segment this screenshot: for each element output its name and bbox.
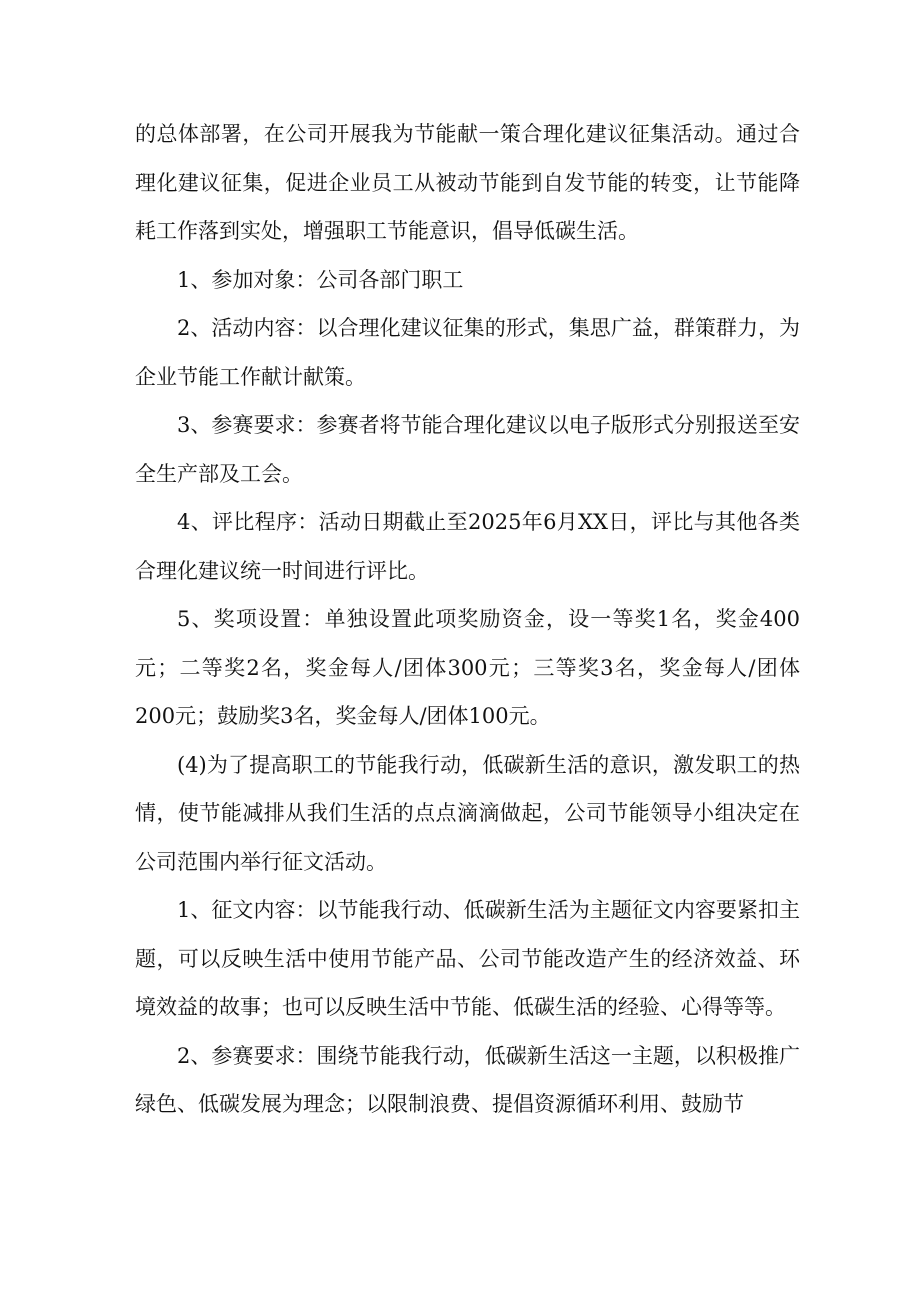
paragraph-essay-content: 1、征文内容：以节能我行动、低碳新生活为主题征文内容要紧扣主题，可以反映生活中使用节能产品、公司节能改造产生的经济效益、环境效益的故事；也可以反映生活中节能、低碳生活的经验、心得等等。 xyxy=(135,898,800,1019)
paragraph-evaluation: 4、评比程序：活动日期截止至2025年6月XX日，评比与其他各类合理化建议统一时间进行评比。 xyxy=(135,510,800,583)
paragraph-requirements: 3、参赛要求：参赛者将节能合理化建议以电子版形式分别报送至安全生产部及工会。 xyxy=(135,413,800,486)
document-body xyxy=(135,110,800,1129)
paragraph-essay-intro: (4)为了提高职工的节能我行动，低碳新生活的意识，激发职工的热情，使节能减排从我们生活的点点滴滴做起，公司节能领导小组决定在公司范围内举行征文活动。 xyxy=(135,752,800,874)
paragraph-activity-content: 2、活动内容：以合理化建议征集的形式，集思广益，群策群力，为企业节能工作献计献策。 xyxy=(135,316,800,389)
paragraph-intro: 的总体部署，在公司开展我为节能献一策合理化建议征集活动。通过合理化建议征集，促进企业员工从被动节能到自发节能的转变，让节能降耗工作落到实处，增强职工节能意识，倡导低碳生活。 xyxy=(135,122,800,243)
paragraph-awards: 5、奖项设置：单独设置此项奖励资金，设一等奖1名，奖金400元；二等奖2名，奖金每人/团体300元；三等奖3名，奖金每人/团体200元；鼓励奖3名，奖金每人/团体100元。 xyxy=(135,607,800,728)
paragraph-participants: 1、参加对象：公司各部门职工 xyxy=(177,267,464,292)
paragraph-essay-requirements: 2、参赛要求：围绕节能我行动，低碳新生活这一主题，以积极推广绿色、低碳发展为理念；以限制浪费、提倡资源循环利用、鼓励节 xyxy=(135,1043,800,1116)
